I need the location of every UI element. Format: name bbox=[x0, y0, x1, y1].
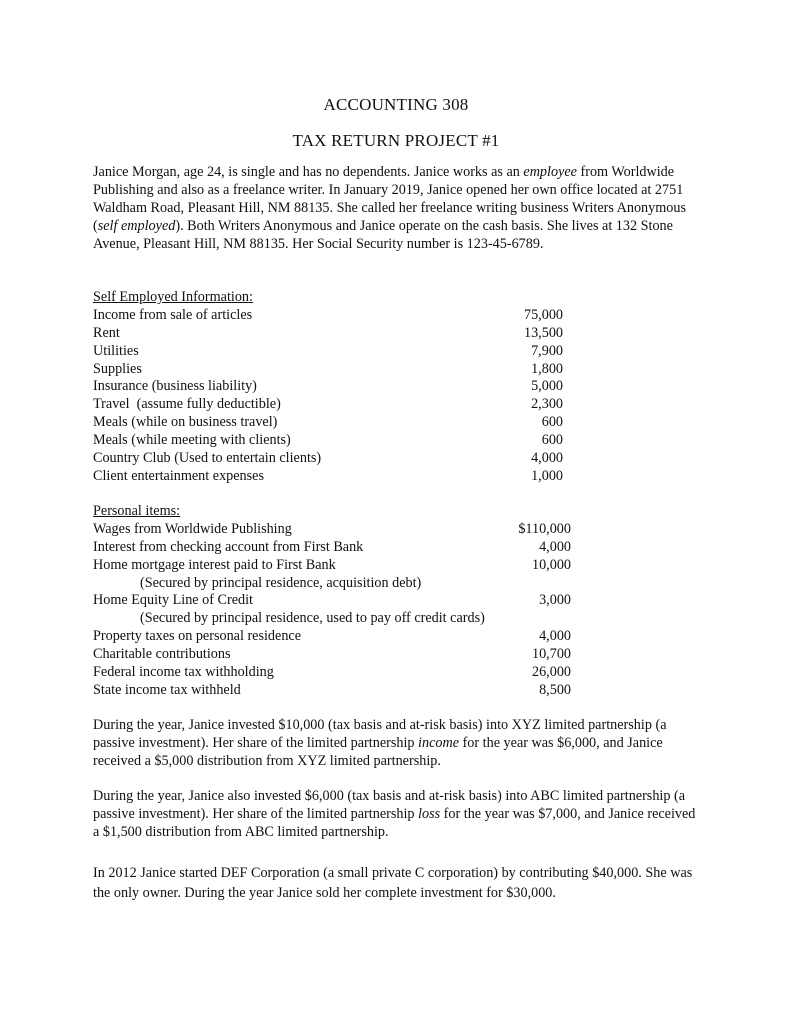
course-title: ACCOUNTING 308 bbox=[323, 95, 469, 114]
intro-text-1: Janice Morgan, age 24, is single and has no dependents. Janice works as an bbox=[93, 164, 524, 180]
item-label: Meals (while on business travel) bbox=[93, 414, 278, 431]
xyz-emphasis-income: income bbox=[418, 734, 460, 751]
item-label: Federal income tax withholding bbox=[93, 664, 274, 681]
item-value: 8,500 bbox=[539, 681, 571, 698]
item-label: Home Equity Line of Credit bbox=[93, 592, 253, 609]
item-label: Utilities bbox=[93, 342, 139, 359]
intro-emphasis-employee: employee bbox=[523, 164, 577, 180]
item-label: Wages from Worldwide Publishing bbox=[93, 520, 292, 537]
project-title: TAX RETURN PROJECT #1 bbox=[292, 131, 500, 150]
item-value: 3,000 bbox=[539, 592, 571, 609]
item-value: 4,000 bbox=[531, 450, 563, 467]
item-label: Rent bbox=[93, 324, 120, 341]
item-value: 4,000 bbox=[539, 538, 571, 555]
xyz-text-1: During the year, Janice invested $10,000 (tax basis and at-risk basis) into XYZ limited partnership (a passive investment). Her share of the limited partnership bbox=[93, 717, 667, 751]
item-value: 1,800 bbox=[531, 360, 563, 377]
item-note: (Secured by principal residence, acquisition debt) bbox=[140, 574, 422, 591]
item-label: Travel (assume fully deductible) bbox=[93, 396, 281, 413]
xyz-paragraph bbox=[93, 717, 703, 771]
item-value: 75,000 bbox=[523, 306, 563, 323]
intro-text-2: from Worldwide Publishing and also as a freelance writer. In January 2019, Janice opened her own office located at 2751 Waldham Road, Pleasant Hill, NM 88135. She called her freelance writing business Writers Anonymous ( bbox=[93, 164, 686, 234]
item-value: 10,000 bbox=[531, 556, 571, 573]
abc-paragraph bbox=[93, 788, 703, 842]
item-value: 600 bbox=[541, 414, 563, 431]
def-paragraph: In 2012 Janice started DEF Corporation (a small private C corporation) by contributing $40,000. She was the only owner. During the year Janice sold her complete investment for $30,000. bbox=[93, 865, 693, 901]
item-value: 10,700 bbox=[531, 646, 571, 663]
item-value: 13,500 bbox=[523, 324, 563, 341]
item-label: Client entertainment expenses bbox=[93, 467, 264, 484]
item-value: 2,300 bbox=[531, 396, 563, 413]
item-label: Income from sale of articles bbox=[93, 306, 253, 323]
item-label: Country Club (Used to entertain clients) bbox=[93, 450, 322, 467]
intro-emphasis-self-employed: self employed bbox=[97, 217, 176, 234]
item-value: 1,000 bbox=[531, 467, 563, 484]
xyz-text-2: for the year was $6,000, and Janice received a $5,000 distribution from XYZ limited partnership. bbox=[93, 734, 663, 769]
item-value: 5,000 bbox=[531, 378, 563, 395]
item-value: 600 bbox=[541, 432, 563, 449]
item-label: Supplies bbox=[93, 360, 142, 377]
intro-text-3: ). Both Writers Anonymous and Janice operate on the cash basis. She lives at 132 Stone Avenue, Pleasant Hill, NM 88135. Her Social Security number is 123-45-6789. bbox=[93, 217, 673, 252]
item-label: Home mortgage interest paid to First Bank bbox=[93, 556, 336, 573]
item-label: State income tax withheld bbox=[93, 681, 241, 698]
item-label: Interest from checking account from First Bank bbox=[93, 538, 364, 555]
abc-emphasis-loss: loss bbox=[418, 805, 441, 822]
item-value: 26,000 bbox=[531, 664, 571, 681]
abc-text-1: During the year, Janice also invested $6,000 (tax basis and at-risk basis) into ABC limited partnership (a passive investment). Her share of the limited partnership bbox=[93, 788, 686, 822]
item-value: $110,000 bbox=[518, 520, 571, 537]
item-note: (Secured by principal residence, used to pay off credit cards) bbox=[140, 610, 485, 627]
item-label: Meals (while meeting with clients) bbox=[93, 432, 291, 449]
intro-paragraph bbox=[93, 164, 703, 254]
personal-heading: Personal items: bbox=[93, 503, 181, 519]
item-label: Charitable contributions bbox=[93, 646, 231, 663]
item-label: Property taxes on personal residence bbox=[93, 628, 302, 645]
item-value: 7,900 bbox=[531, 342, 563, 359]
item-value: 4,000 bbox=[539, 628, 571, 645]
item-label: Insurance (business liability) bbox=[93, 378, 257, 395]
self-employed-heading: Self Employed Information: bbox=[93, 289, 253, 305]
abc-text-2: for the year was $7,000, and Janice received a $1,500 distribution from ABC limited partnership. bbox=[93, 805, 696, 840]
